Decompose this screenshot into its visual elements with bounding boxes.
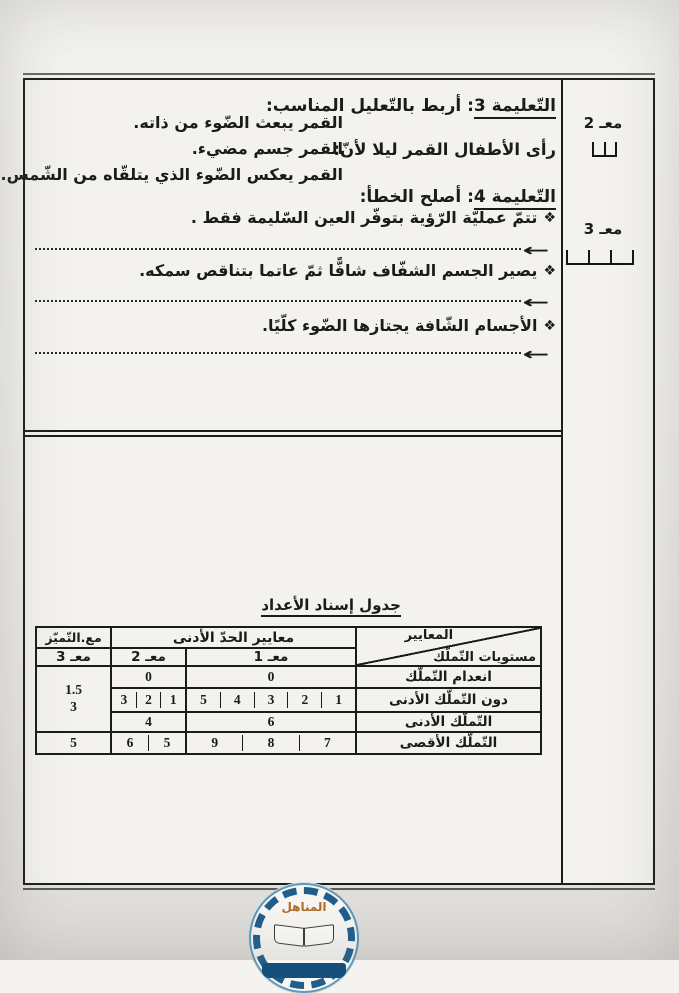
answer-line-2 bbox=[35, 290, 549, 313]
fix-item-text: الأجسام الشّافة يجتازها الضّوء كلّيًا. bbox=[261, 316, 538, 335]
exercise3-options bbox=[1, 110, 343, 188]
score-cell: 6 bbox=[186, 712, 356, 732]
col-header-m1: معـ 1 bbox=[186, 648, 356, 666]
row-label-max: التّملّك الأقصى bbox=[356, 732, 541, 754]
exercise3-title-text: : أربط بالتّعليل المناسب: bbox=[265, 96, 474, 116]
school-logo bbox=[249, 883, 359, 993]
logo-name: المناهل bbox=[281, 900, 327, 914]
score-cell: 5 bbox=[36, 732, 111, 754]
left-arrow-icon: ← bbox=[521, 241, 549, 261]
exercise3-prompt: رأى الأطفال القمر ليلا لأنّ: bbox=[333, 140, 556, 159]
row-label-below-min: دون التّملّك الأدنى bbox=[356, 688, 541, 712]
corner-cell bbox=[356, 627, 541, 666]
dotted-rule bbox=[35, 247, 521, 250]
grading-table bbox=[35, 626, 542, 755]
fix-item-text: يصير الجسم الشفّاف شافًّا ثمّ عاتما بتناقص سمكه. bbox=[139, 261, 538, 280]
col-header-m3: معـ 3 bbox=[36, 648, 111, 666]
excellence-header: مع.التّميّز bbox=[36, 627, 111, 648]
dotted-rule bbox=[35, 299, 521, 302]
score-cell: 0 bbox=[111, 666, 186, 688]
corner-criteria-label: المعايير bbox=[404, 628, 454, 643]
dotted-rule bbox=[35, 351, 521, 354]
score-cell-split: 1 2 3 bbox=[111, 688, 186, 712]
score3-label: معـ 3 bbox=[583, 220, 623, 238]
exercise4-title-text: : أصلح الخطأ: bbox=[359, 187, 474, 207]
diamond-bullet-icon: ❖ bbox=[543, 210, 556, 226]
merged-score-bottom: 3 bbox=[70, 699, 77, 714]
logo-banner bbox=[262, 963, 346, 978]
exercise4-title bbox=[360, 187, 556, 207]
option-line: القمر يبعث الضّوء من ذاته. bbox=[133, 113, 343, 132]
row-label-none: انعدام التّملّك bbox=[356, 666, 541, 688]
merged-score-top: 1.5 bbox=[65, 682, 82, 698]
fix-item-3 bbox=[262, 316, 556, 335]
score-cell-split: 7 8 9 bbox=[186, 732, 356, 754]
diamond-bullet-icon: ❖ bbox=[543, 318, 556, 334]
fix-item-text: تتمّ عمليّة الرّؤية بتوفّر العين السّليمة فقط . bbox=[190, 208, 538, 227]
row-label-min: التّملّك الأدنى bbox=[356, 712, 541, 732]
min-criteria-header: معايير الحدّ الأدنى bbox=[111, 627, 356, 648]
grading-table-title: جدول إسناد الأعداد bbox=[261, 596, 401, 617]
diamond-bullet-icon: ❖ bbox=[543, 263, 556, 279]
score3-boxes bbox=[566, 250, 634, 265]
left-arrow-icon: ← bbox=[521, 293, 549, 313]
answer-line-3 bbox=[35, 342, 549, 365]
fix-item-2 bbox=[139, 261, 556, 280]
score-cell-split: 1 2 3 4 5 bbox=[186, 688, 356, 712]
score-cell: 0 bbox=[186, 666, 356, 688]
exercise3-title-number: التّعليمة 3 bbox=[474, 96, 556, 119]
score2-boxes bbox=[592, 142, 617, 157]
content-area bbox=[0, 80, 561, 883]
score-cell-excellence-merged bbox=[36, 666, 111, 732]
fix-item-1 bbox=[191, 208, 556, 227]
exam-sheet-frame bbox=[0, 78, 655, 885]
col-header-m2: معـ 2 bbox=[111, 648, 186, 666]
option-line: القمر جسم مضيء. bbox=[191, 139, 343, 158]
left-arrow-icon: ← bbox=[521, 345, 549, 365]
option-line: القمر يعكس الضّوء الذي يتلقّاه من الشّمس. bbox=[0, 165, 343, 184]
exercise4-title-number: التّعليمة 4 bbox=[474, 187, 556, 210]
section-divider bbox=[25, 430, 561, 437]
score-cell: 4 bbox=[111, 712, 186, 732]
open-book-icon bbox=[274, 926, 334, 948]
answer-line-1 bbox=[35, 238, 549, 261]
score2-label: معـ 2 bbox=[583, 114, 623, 132]
score-cell-split: 5 6 bbox=[111, 732, 186, 754]
corner-levels-label: مستويات التّملّك bbox=[433, 650, 537, 665]
margin-column bbox=[563, 80, 651, 883]
